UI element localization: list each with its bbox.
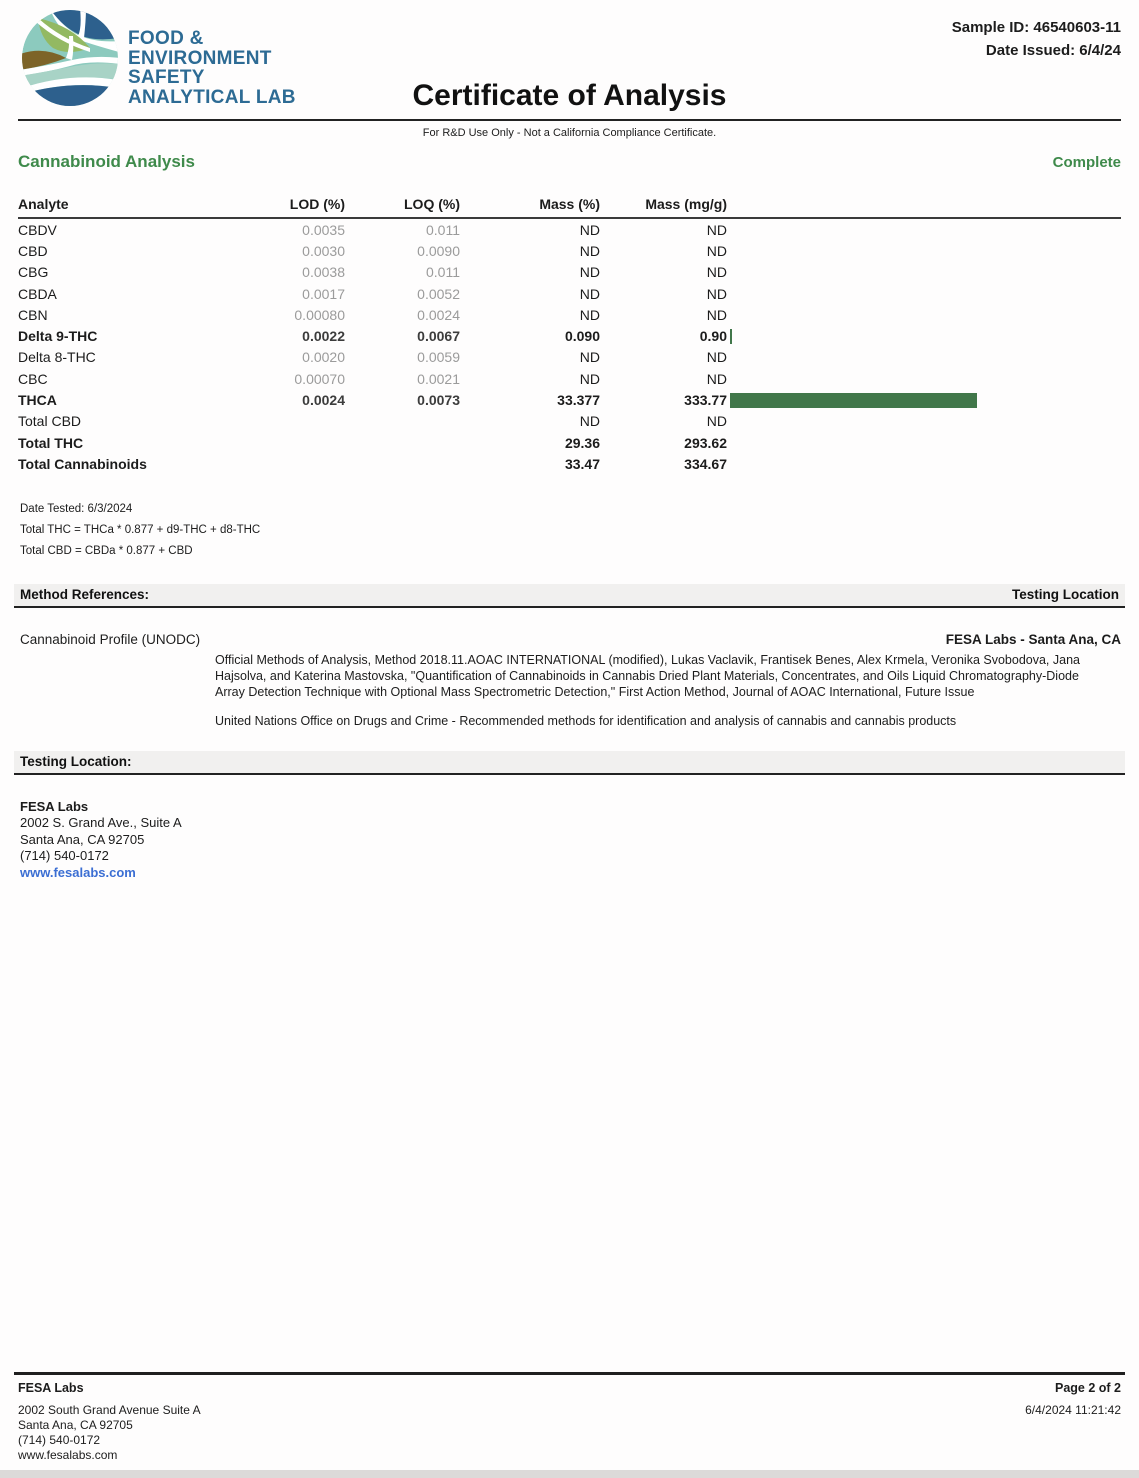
mass-mg-value: ND bbox=[706, 370, 727, 387]
status-badge: Complete bbox=[1052, 154, 1121, 171]
mass-mg-value: 334.67 bbox=[684, 455, 727, 472]
column-header-mass-mg: Mass (mg/g) bbox=[645, 196, 727, 212]
aoac-reference: Official Methods of Analysis, Method 2018.11.AOAC INTERNATIONAL (modified), Lukas Vaclavik, Frantisek Benes, Alex Krmela, Veronika Svobodova, Jana Hajsolva, and Katerina Mastovska, "Quantification of Cannabinoids in Cannabis Dried Plant Materials, Concentrates, and Oils Liquid Chromatography-Diode Array Detection Technique with Optional Mass Spectrometric Detection," First Action Method, Journal of AOAC International, Future Issue bbox=[215, 652, 1080, 699]
mass-bar bbox=[730, 393, 977, 408]
footer-address-line: 2002 South Grand Avenue Suite A bbox=[18, 1403, 201, 1417]
analyte-name: Total CBD bbox=[18, 413, 82, 430]
method-references-heading: Method References: bbox=[20, 586, 150, 602]
sample-info bbox=[952, 16, 1121, 62]
method-references-bar bbox=[14, 584, 1125, 608]
print-timestamp: 6/4/2024 11:21:42 bbox=[1025, 1403, 1121, 1417]
mass-percent-value: ND bbox=[579, 242, 600, 259]
loq-value: 0.011 bbox=[426, 221, 460, 238]
column-header-bar bbox=[727, 196, 1121, 212]
testing-location-heading: Testing Location: bbox=[20, 753, 132, 769]
table-row bbox=[18, 262, 1121, 283]
method-reference-text bbox=[215, 652, 1083, 729]
lod-value: 0.0017 bbox=[302, 285, 345, 302]
mass-bar-cell bbox=[727, 393, 1121, 408]
footer-lab-info bbox=[18, 1381, 201, 1463]
cannabinoid-profile-label: Cannabinoid Profile (UNODC) bbox=[20, 631, 201, 647]
page-title: Certificate of Analysis bbox=[412, 79, 727, 112]
testing-location-address bbox=[20, 799, 1121, 882]
table-row bbox=[18, 347, 1121, 368]
footer-phone: (714) 540-0172 bbox=[18, 1433, 101, 1447]
mass-mg-value: 293.62 bbox=[684, 434, 727, 451]
mass-bar bbox=[730, 329, 732, 344]
lod-value: 0.0024 bbox=[302, 392, 345, 409]
page-footer bbox=[14, 1372, 1125, 1463]
column-header-mass-pct: Mass (%) bbox=[539, 196, 600, 212]
table-row bbox=[18, 368, 1121, 389]
lab-name-line: ENVIRONMENT bbox=[128, 47, 272, 69]
table-body bbox=[18, 219, 1121, 475]
column-header-lod: LOD (%) bbox=[289, 196, 345, 212]
loq-value: 0.0021 bbox=[417, 370, 460, 387]
column-header-analyte: Analyte bbox=[18, 196, 69, 212]
date-tested-note: Date Tested: 6/3/2024 bbox=[20, 502, 133, 515]
analyte-name: CBDA bbox=[18, 285, 57, 302]
mass-percent-value: ND bbox=[579, 349, 600, 366]
footer-website: www.fesalabs.com bbox=[18, 1448, 118, 1462]
table-row bbox=[18, 325, 1121, 346]
testing-location-bar bbox=[14, 751, 1125, 775]
table-row bbox=[18, 389, 1121, 410]
table-row bbox=[18, 240, 1121, 261]
mass-mg-value: ND bbox=[706, 413, 727, 430]
mass-percent-value: ND bbox=[579, 306, 600, 323]
mass-mg-value: 0.90 bbox=[699, 328, 727, 345]
lab-name-line: SAFETY bbox=[128, 67, 205, 88]
lab-name-line: ANALYTICAL LAB bbox=[128, 86, 296, 108]
address-line: 2002 S. Grand Ave., Suite A bbox=[20, 815, 182, 831]
loq-value: 0.011 bbox=[426, 264, 460, 281]
phone-number: (714) 540-0172 bbox=[20, 848, 109, 864]
lab-name-line: FOOD & bbox=[128, 28, 204, 49]
lod-value: 0.00070 bbox=[294, 370, 345, 387]
footer-address bbox=[18, 1403, 201, 1463]
address-line: Santa Ana, CA 92705 bbox=[20, 831, 145, 847]
table-row bbox=[18, 432, 1121, 453]
loq-value: 0.0090 bbox=[417, 242, 460, 259]
table-row bbox=[18, 219, 1121, 240]
mass-percent-value: 29.36 bbox=[564, 434, 600, 451]
table-row bbox=[18, 411, 1121, 432]
mass-percent-value: 0.090 bbox=[564, 328, 600, 345]
loq-value: 0.0073 bbox=[417, 392, 460, 409]
cannabinoid-analysis-header bbox=[18, 152, 1121, 172]
analyte-name: CBD bbox=[18, 242, 48, 259]
mass-mg-value: 333.77 bbox=[684, 392, 727, 409]
analyte-name: THCA bbox=[18, 392, 57, 409]
mass-mg-value: ND bbox=[706, 242, 727, 259]
date-issued: Date Issued: 6/4/24 bbox=[985, 42, 1121, 59]
analyte-name: Delta 9-THC bbox=[18, 328, 98, 345]
mass-percent-value: 33.377 bbox=[557, 392, 600, 409]
lod-value: 0.0035 bbox=[302, 221, 345, 238]
mass-percent-value: ND bbox=[579, 221, 600, 238]
header-divider bbox=[18, 119, 1121, 121]
loq-value: 0.0024 bbox=[417, 306, 460, 323]
loq-value: 0.0059 bbox=[417, 349, 460, 366]
mass-percent-value: ND bbox=[579, 285, 600, 302]
mass-percent-value: ND bbox=[579, 264, 600, 281]
analyte-name: CBG bbox=[18, 264, 49, 281]
table-notes bbox=[20, 499, 1121, 562]
website-link[interactable]: www.fesalabs.com bbox=[20, 864, 136, 880]
total-thc-formula: Total THC = THCa * 0.877 + d9-THC + d8-THC bbox=[20, 523, 261, 536]
footer-lab-name: FESA Labs bbox=[18, 1381, 84, 1395]
mass-bar-cell bbox=[727, 329, 1121, 344]
analyte-name: CBDV bbox=[18, 221, 57, 238]
mass-mg-value: ND bbox=[706, 285, 727, 302]
cannabinoid-table bbox=[18, 196, 1121, 475]
analyte-name: CBC bbox=[18, 370, 48, 387]
lod-value: 0.0030 bbox=[302, 242, 345, 259]
mass-mg-value: ND bbox=[706, 306, 727, 323]
analyte-name: Total THC bbox=[18, 434, 84, 451]
loq-value: 0.0067 bbox=[417, 328, 460, 345]
method-references-section bbox=[18, 608, 1121, 729]
compliance-disclaimer: For R&D Use Only - Not a California Compliance Certificate. bbox=[422, 127, 717, 139]
mass-mg-value: ND bbox=[706, 349, 727, 366]
footer-address-line: Santa Ana, CA 92705 bbox=[18, 1418, 133, 1432]
total-cbd-formula: Total CBD = CBDa * 0.877 + CBD bbox=[20, 544, 193, 557]
table-row bbox=[18, 304, 1121, 325]
lod-value: 0.00080 bbox=[294, 306, 345, 323]
column-header-loq: LOQ (%) bbox=[404, 196, 460, 212]
unodc-reference: United Nations Office on Drugs and Crime - Recommended methods for identification and analysis of cannabis and cannabis products bbox=[215, 713, 957, 728]
lod-value: 0.0020 bbox=[302, 349, 345, 366]
analyte-name: Total Cannabinoids bbox=[18, 455, 147, 472]
footer-page-info bbox=[1025, 1381, 1121, 1463]
mass-percent-value: ND bbox=[579, 413, 600, 430]
scan-edge-artifact bbox=[0, 1470, 1139, 1478]
mass-mg-value: ND bbox=[706, 221, 727, 238]
mass-percent-value: 33.47 bbox=[564, 455, 600, 472]
lod-value: 0.0022 bbox=[302, 328, 345, 345]
mass-mg-value: ND bbox=[706, 264, 727, 281]
loq-value: 0.0052 bbox=[417, 285, 460, 302]
testing-location-column-heading: Testing Location bbox=[1012, 586, 1119, 602]
lod-value: 0.0038 bbox=[302, 264, 345, 281]
section-title: Cannabinoid Analysis bbox=[18, 152, 195, 171]
lab-name-text: FESA Labs bbox=[20, 798, 89, 814]
table-row bbox=[18, 283, 1121, 304]
header bbox=[0, 0, 1139, 120]
sample-id: Sample ID: 46540603-11 bbox=[951, 19, 1121, 36]
analyte-name: CBN bbox=[18, 306, 48, 323]
table-header-row bbox=[18, 196, 1121, 219]
mass-percent-value: ND bbox=[579, 370, 600, 387]
page-number: Page 2 of 2 bbox=[1055, 1381, 1121, 1395]
table-row bbox=[18, 453, 1121, 474]
testing-location-value: FESA Labs - Santa Ana, CA bbox=[945, 631, 1121, 647]
analyte-name: Delta 8-THC bbox=[18, 349, 96, 366]
